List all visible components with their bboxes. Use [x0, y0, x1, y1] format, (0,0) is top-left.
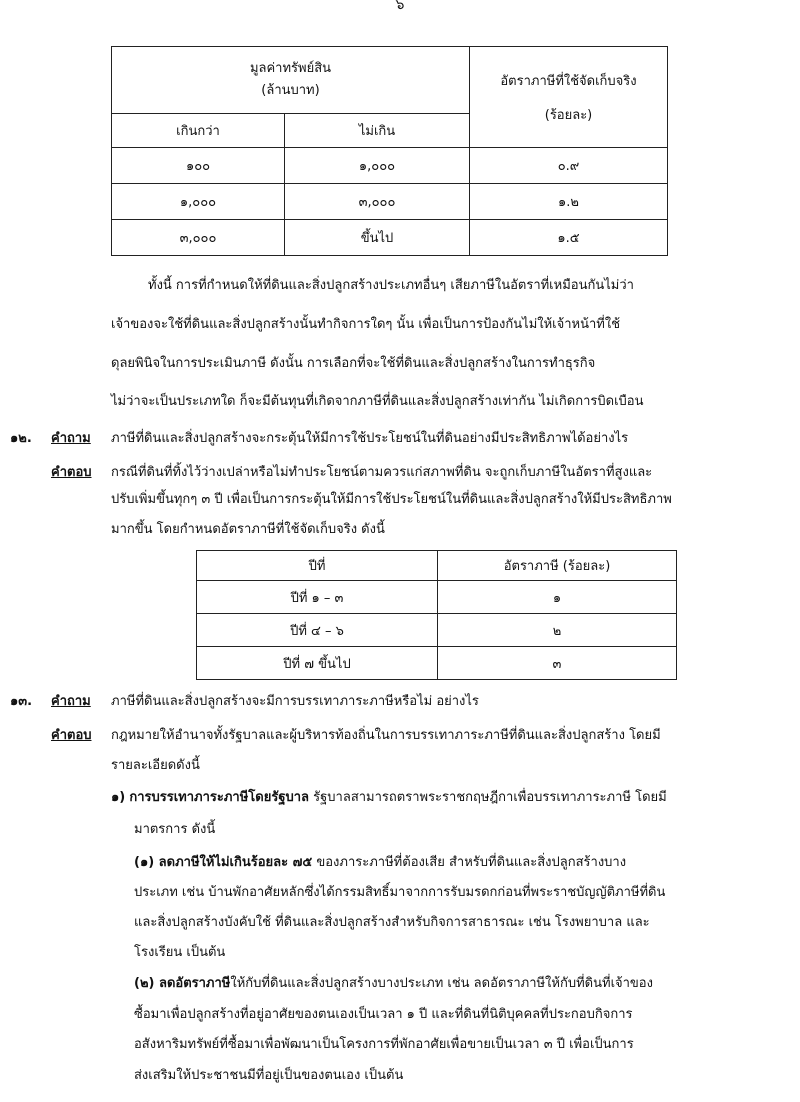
item1-number: ๑): [111, 790, 126, 805]
asset-value-header: [112, 47, 470, 114]
q12-question-label: คำถาม: [51, 431, 91, 446]
table-cell: ๑๐๐: [112, 148, 285, 184]
col-over: เกินกว่า: [112, 114, 285, 148]
item1-title: การบรรเทาภาระภาษีโดยรัฐบาล: [129, 790, 310, 805]
col-not-over: ไม่เกิน: [285, 114, 470, 148]
q13-number: ๑๓.: [10, 694, 33, 709]
table-cell: ขึ้นไป: [285, 220, 470, 256]
col-rate: อัตราภาษี (ร้อยละ): [438, 551, 677, 581]
sub2-line: [134, 972, 653, 993]
q12-answer-line: กรณีที่ดินที่ทิ้งไว้ว่างเปล่าหรือไม่ทำประโยชน์ตามควรแก่สภาพที่ดิน จะถูกเก็บภาษีในอัตราที่สูงและ: [111, 465, 653, 480]
para1-line: ดุลยพินิจในการประเมินภาษี ดังนั้น การเลือกที่จะใช้ที่ดินและสิ่งปลูกสร้างในการทำธุรกิจ: [111, 356, 596, 371]
sub1-line: ประเภท เช่น บ้านพักอาศัยหลักซึ่งได้กรรมสิทธิ์มาจากการรับมรดกก่อนที่พระราชบัญญัติภาษีที่ดิน: [134, 885, 666, 900]
table-cell: ๑.๕: [470, 220, 668, 256]
sub2-line: อสังหาริมทรัพย์ที่ซื้อมาเพื่อพัฒนาเป็นโครงการที่พักอาศัยเพื่อขายเป็นเวลา ๓ ปี เพื่อเป็นการ: [134, 1037, 634, 1052]
q12-answer-label: คำตอบ: [51, 465, 92, 480]
sub1-text: ของภาระภาษีที่ต้องเสีย สำหรับที่ดินและสิ่งปลูกสร้างบาง: [312, 855, 627, 870]
table-cell: ๑,๐๐๐: [285, 148, 470, 184]
sub2-line: ซื้อมาเพื่อปลูกสร้างที่อยู่อาศัยของตนเองเป็นเวลา ๑ ปี และที่ดินที่นิติบุคคลที่ประกอบกิจการ: [134, 1007, 633, 1022]
table-cell: ปีที่ ๔ – ๖: [197, 614, 438, 647]
item1-text: รัฐบาลสามารถตราพระราชกฤษฎีกาเพื่อบรรเทาภาระภาษี โดยมี: [309, 790, 667, 805]
q12-number: ๑๒.: [10, 431, 32, 446]
table-cell: ๓,๐๐๐: [112, 220, 285, 256]
table-cell: ปีที่ ๑ – ๓: [197, 581, 438, 614]
sub1-line: [134, 851, 626, 872]
q13-question-text: ภาษีที่ดินและสิ่งปลูกสร้างจะมีการบรรเทาภาระภาษีหรือไม่ อย่างไร: [111, 694, 479, 709]
para1-line: ไม่ว่าจะเป็นประเภทใด ก็จะมีต้นทุนที่เกิดจากภาษีที่ดินและสิ่งปลูกสร้างเท่ากัน ไม่เกิดการบิดเบือน: [111, 394, 644, 409]
asset-rate-table: [111, 46, 668, 256]
para1-line: ทั้งนี้ การที่กำหนดให้ที่ดินและสิ่งปลูกสร้างประเภทอื่นๆ เสียภาษีในอัตราที่เหมือนกันไม่ว่า: [148, 278, 634, 293]
rate-header-label: อัตราภาษีที่ใช้จัดเก็บจริง: [500, 74, 637, 89]
q12-answer-line: ปรับเพิ่มขึ้นทุกๆ ๓ ปี เพื่อเป็นการกระตุ้นให้มีการใช้ประโยชน์ในที่ดินและสิ่งปลูกสร้างให้มีประสิทธิภาพ: [111, 492, 672, 507]
q12-question-text: ภาษีที่ดินและสิ่งปลูกสร้างจะกระตุ้นให้มีการใช้ประโยชน์ในที่ดินอย่างมีประสิทธิภาพได้อย่างไร: [111, 431, 629, 446]
q13-answer-label: คำตอบ: [51, 728, 92, 743]
q13-question-label: คำถาม: [51, 694, 91, 709]
rate-header-unit: (ร้อยละ): [544, 108, 593, 123]
table-cell: ๒: [438, 614, 677, 647]
asset-header-unit: (ล้านบาท): [261, 83, 320, 98]
asset-header-label: มูลค่าทรัพย์สิน: [249, 61, 332, 76]
q13-answer-line: กฎหมายให้อำนาจทั้งรัฐบาลและผู้บริหารท้องถิ่นในการบรรเทาภาระภาษีที่ดินและสิ่งปลูกสร้าง โดยมี: [111, 728, 661, 743]
table-cell: ๓,๐๐๐: [285, 184, 470, 220]
q13-answer-line: รายละเอียดดังนี้: [111, 758, 200, 773]
table-cell: ๓: [438, 647, 677, 680]
sub2-text: ให้กับที่ดินและสิ่งปลูกสร้างบางประเภท เช่น ลดอัตราภาษีให้กับที่ดินที่เจ้าของ: [230, 976, 653, 991]
table-cell: ๑,๐๐๐: [112, 184, 285, 220]
table-cell: ๑: [438, 581, 677, 614]
sub1-line: โรงเรียน เป็นต้น: [134, 945, 226, 960]
sub2-title: (๒) ลดอัตราภาษี: [134, 976, 231, 991]
table-cell: ๐.๙: [470, 148, 668, 184]
para1-line: เจ้าของจะใช้ที่ดินและสิ่งปลูกสร้างนั้นทำกิจการใดๆ นั้น เพื่อเป็นการป้องกันไม่ให้เจ้าหน้าที่ใช้: [111, 317, 621, 332]
q12-answer-line: มากขึ้น โดยกำหนดอัตราภาษีที่ใช้จัดเก็บจริง ดังนี้: [111, 522, 385, 537]
yearly-rate-table: [196, 550, 677, 680]
item1-line: [111, 786, 667, 807]
sub2-line: ส่งเสริมให้ประชาชนมีที่อยู่เป็นของตนเอง เป็นต้น: [134, 1068, 404, 1083]
table-cell: ๑.๒: [470, 184, 668, 220]
col-year: ปีที่: [197, 551, 438, 581]
item1-line2: มาตรการ ดังนี้: [134, 822, 216, 837]
sub1-line: และสิ่งปลูกสร้างบังคับใช้ ที่ดินและสิ่งปลูกสร้างสำหรับกิจการสาธารณะ เช่น โรงพยาบาล และ: [134, 915, 650, 930]
sub1-title: (๑) ลดภาษีให้ไม่เกินร้อยละ ๗๕: [134, 855, 313, 870]
rate-header: [470, 47, 668, 148]
page-number: ๖: [395, 0, 405, 13]
table-cell: ปีที่ ๗ ขึ้นไป: [197, 647, 438, 680]
